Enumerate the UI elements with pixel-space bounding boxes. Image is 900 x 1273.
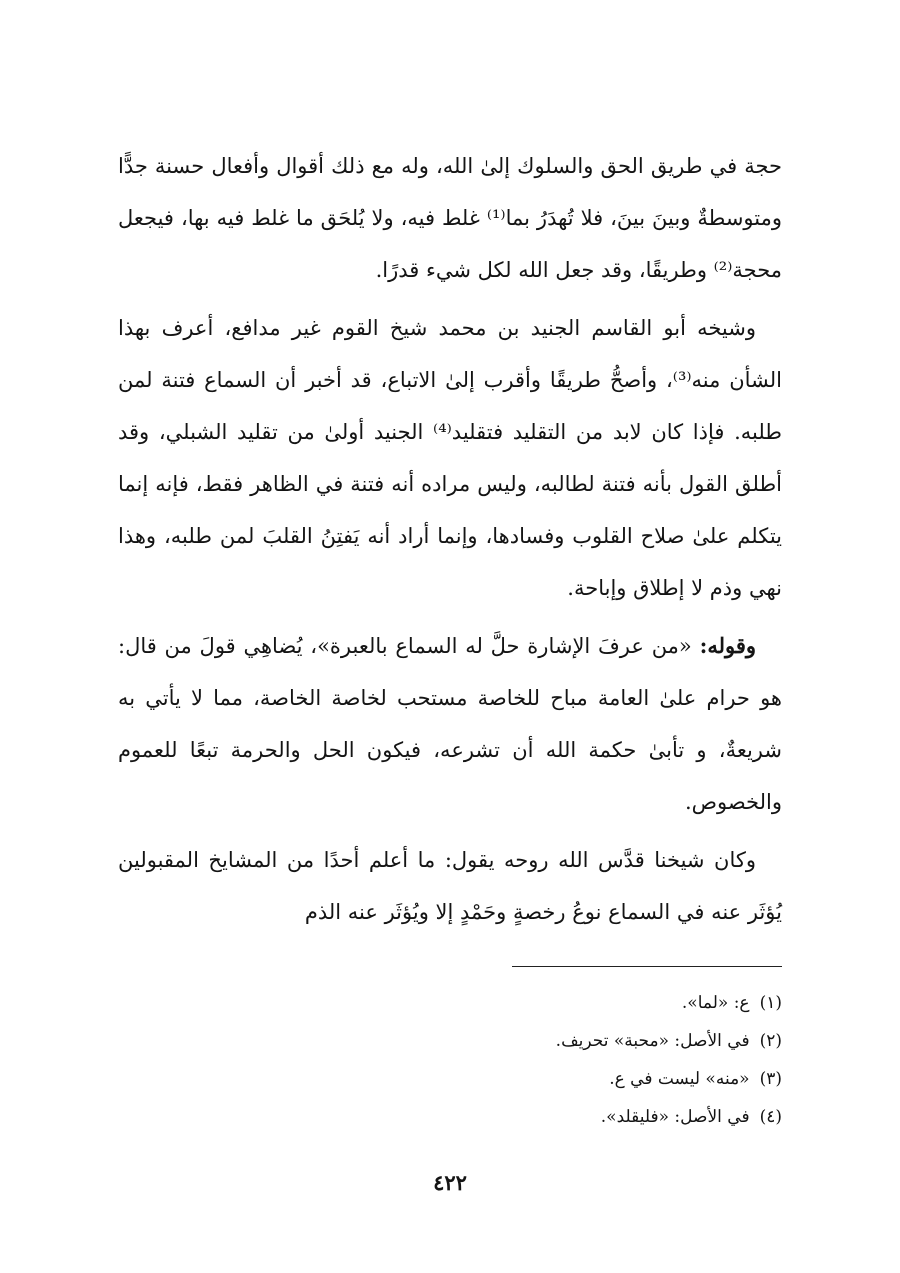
footnote-item bbox=[382, 1022, 782, 1060]
paragraph-3 bbox=[118, 620, 782, 828]
paragraph-text: وشيخه أبو القاسم الجنيد بن محمد شيخ القوم غير مدافع، أعرف بهذا الشأن منه⁽³⁾، وأصحُّ طريقًا وأقرب إلىٰ الاتباع، قد أخبر أن السماع فتنة لمن طلبه. فإذا كان لابد من التقليد فتقليد⁽⁴⁾ الجنيد أولىٰ من تقليد الشبلي، وقد أطلق القول بأنه فتنة لطالبه، وليس مراده أنه فتنة في الظاهر فقط، فإنه إنما يتكلم علىٰ صلاح القلوب وفسادها، وإنما أراد أنه يَفتِنُ القلبَ لمن طلبه، وهذا نهي وذم لا إطلاق وإباحة. bbox=[118, 316, 783, 600]
page-number: ٤٢٢ bbox=[433, 1170, 467, 1195]
main-text-block bbox=[118, 140, 782, 944]
paragraph-text: وكان شيخنا قدَّس الله روحه يقول: ما أعلم أحدًا من المشايخ المقبولين يُؤثَر عنه في السماع نوعُ رخصةٍ وحَمْدٍ إلا ويُؤثَر عنه الذم bbox=[118, 848, 782, 924]
footnote-text: في الأصل: «فليقلد». bbox=[600, 1107, 750, 1127]
footnote-text: «منه» ليست في ع. bbox=[609, 1069, 750, 1089]
paragraph-text: «من عرفَ الإشارة حلَّ له السماع بالعبرة»، يُضاهِي قولَ من قال: هو حرام علىٰ العامة مباح للخاصة مستحب لخاصة الخاصة، مما لا يأتي به شريعةٌ، و تأبىٰ حكمة الله أن تشرعه، فيكون الحل والحرمة تبعًا للعموم والخصوص. bbox=[118, 634, 782, 814]
footnote-number: (٤) bbox=[759, 1107, 782, 1127]
paragraph-4 bbox=[118, 834, 782, 938]
footnote-separator bbox=[512, 966, 782, 967]
footnote-item bbox=[382, 1098, 782, 1136]
footnote-text: في الأصل: «محبة» تحريف. bbox=[555, 1031, 750, 1051]
paragraph-1 bbox=[118, 140, 782, 296]
paragraph-text: حجة في طريق الحق والسلوك إلىٰ الله، وله مع ذلك أقوال وأفعال حسنة جدًّا ومتوسطةٌ وبينَ بينَ، فلا تُهدَرُ بما⁽¹⁾ غلط فيه، ولا يُلحَق ما غلط فيه بها، فيجعل محجة⁽²⁾ وطريقًا، وقد جعل الله لكل شيء قدرًا. bbox=[118, 154, 782, 282]
footnotes-list bbox=[382, 984, 782, 1136]
footnote-text: ع: «لما». bbox=[681, 993, 750, 1013]
footnote-item bbox=[382, 984, 782, 1022]
paragraph-2 bbox=[118, 302, 782, 614]
footnote-item bbox=[382, 1060, 782, 1098]
footnote-number: (٢) bbox=[759, 1031, 782, 1051]
footnote-number: (٣) bbox=[759, 1069, 782, 1089]
footnote-number: (١) bbox=[759, 993, 782, 1013]
paragraph-lead: وقوله: bbox=[699, 633, 756, 658]
